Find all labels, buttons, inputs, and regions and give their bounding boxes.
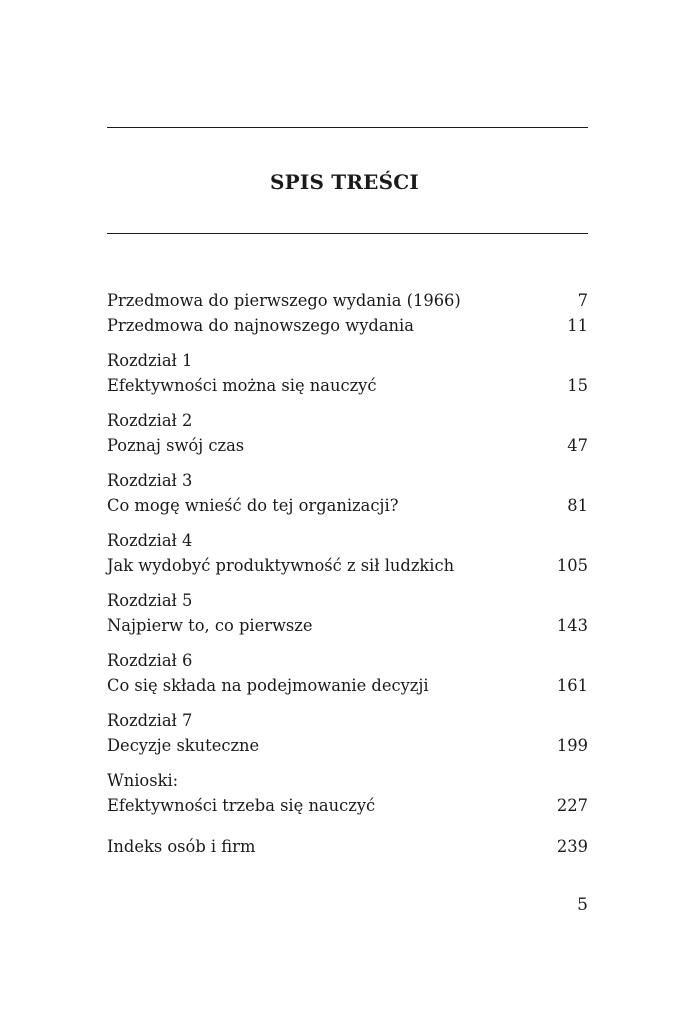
bottom-rule (107, 233, 588, 234)
toc-entry-title: Poznaj swój czas (107, 436, 245, 455)
page-number: 5 (577, 895, 588, 915)
toc-chapter-label (107, 649, 588, 673)
toc-entry-title: Najpierw to, co pierwsze (107, 616, 313, 635)
toc-entry-page: 15 (567, 376, 588, 395)
page-title: SPIS TREŚCI (270, 170, 419, 194)
toc-entry-page: 143 (556, 616, 588, 635)
toc-chapter-number: Rozdział 4 (107, 531, 193, 550)
toc-entry[interactable] (107, 289, 588, 313)
toc-entry-page: 81 (567, 496, 588, 515)
toc-entry[interactable] (107, 314, 588, 338)
toc-entry[interactable] (107, 674, 588, 698)
toc-chapter-label (107, 409, 588, 433)
toc-entry-title: Przedmowa do najnowszego wydania (107, 316, 414, 335)
toc-chapter-label (107, 709, 588, 733)
toc-entry[interactable] (107, 494, 588, 518)
top-rule (107, 127, 588, 128)
toc-entry-page: 199 (556, 736, 588, 755)
toc-entry-page: 239 (556, 837, 588, 856)
toc-entry[interactable] (107, 734, 588, 758)
toc-entry-page: 105 (556, 556, 588, 575)
toc-entry-title: Indeks osób i firm (107, 837, 256, 856)
toc-entry-page: 11 (567, 316, 588, 335)
toc-entry-page: 47 (567, 436, 588, 455)
toc-entry-page: 227 (556, 796, 588, 815)
toc-section-label (107, 769, 588, 793)
toc-entry-title: Decyzje skuteczne (107, 736, 260, 755)
toc-entry-title: Efektywności trzeba się nauczyć (107, 796, 376, 815)
toc-entry[interactable] (107, 614, 588, 638)
toc-chapter-label (107, 529, 588, 553)
toc-chapter-number: Rozdział 5 (107, 591, 193, 610)
toc-chapter-number: Rozdział 3 (107, 471, 193, 490)
toc-entry[interactable] (107, 794, 588, 818)
toc-entry-title: Co mogę wnieść do tej organizacji? (107, 496, 399, 515)
toc-chapter-number: Rozdział 7 (107, 711, 193, 730)
toc-chapter-label (107, 469, 588, 493)
toc-entry[interactable] (107, 374, 588, 398)
toc-entry[interactable] (107, 835, 588, 859)
toc-chapter-label (107, 349, 588, 373)
toc-entry-title: Co się składa na podejmowanie decyzji (107, 676, 429, 695)
toc-chapter-number: Rozdział 1 (107, 351, 193, 370)
toc-chapter-number: Rozdział 6 (107, 651, 193, 670)
toc-entry-title: Jak wydobyć produktywność z sił ludzkich (107, 556, 455, 575)
toc-chapter-label (107, 589, 588, 613)
toc-entry-page: 7 (577, 291, 588, 310)
toc-chapter-number: Rozdział 2 (107, 411, 193, 430)
toc-entry[interactable] (107, 554, 588, 578)
toc-entry-title: Efektywności można się nauczyć (107, 376, 377, 395)
toc-section-heading: Wnioski: (107, 771, 179, 790)
toc-entry-title: Przedmowa do pierwszego wydania (1966) (107, 291, 461, 310)
toc-entry[interactable] (107, 434, 588, 458)
toc-entry-page: 161 (556, 676, 588, 695)
